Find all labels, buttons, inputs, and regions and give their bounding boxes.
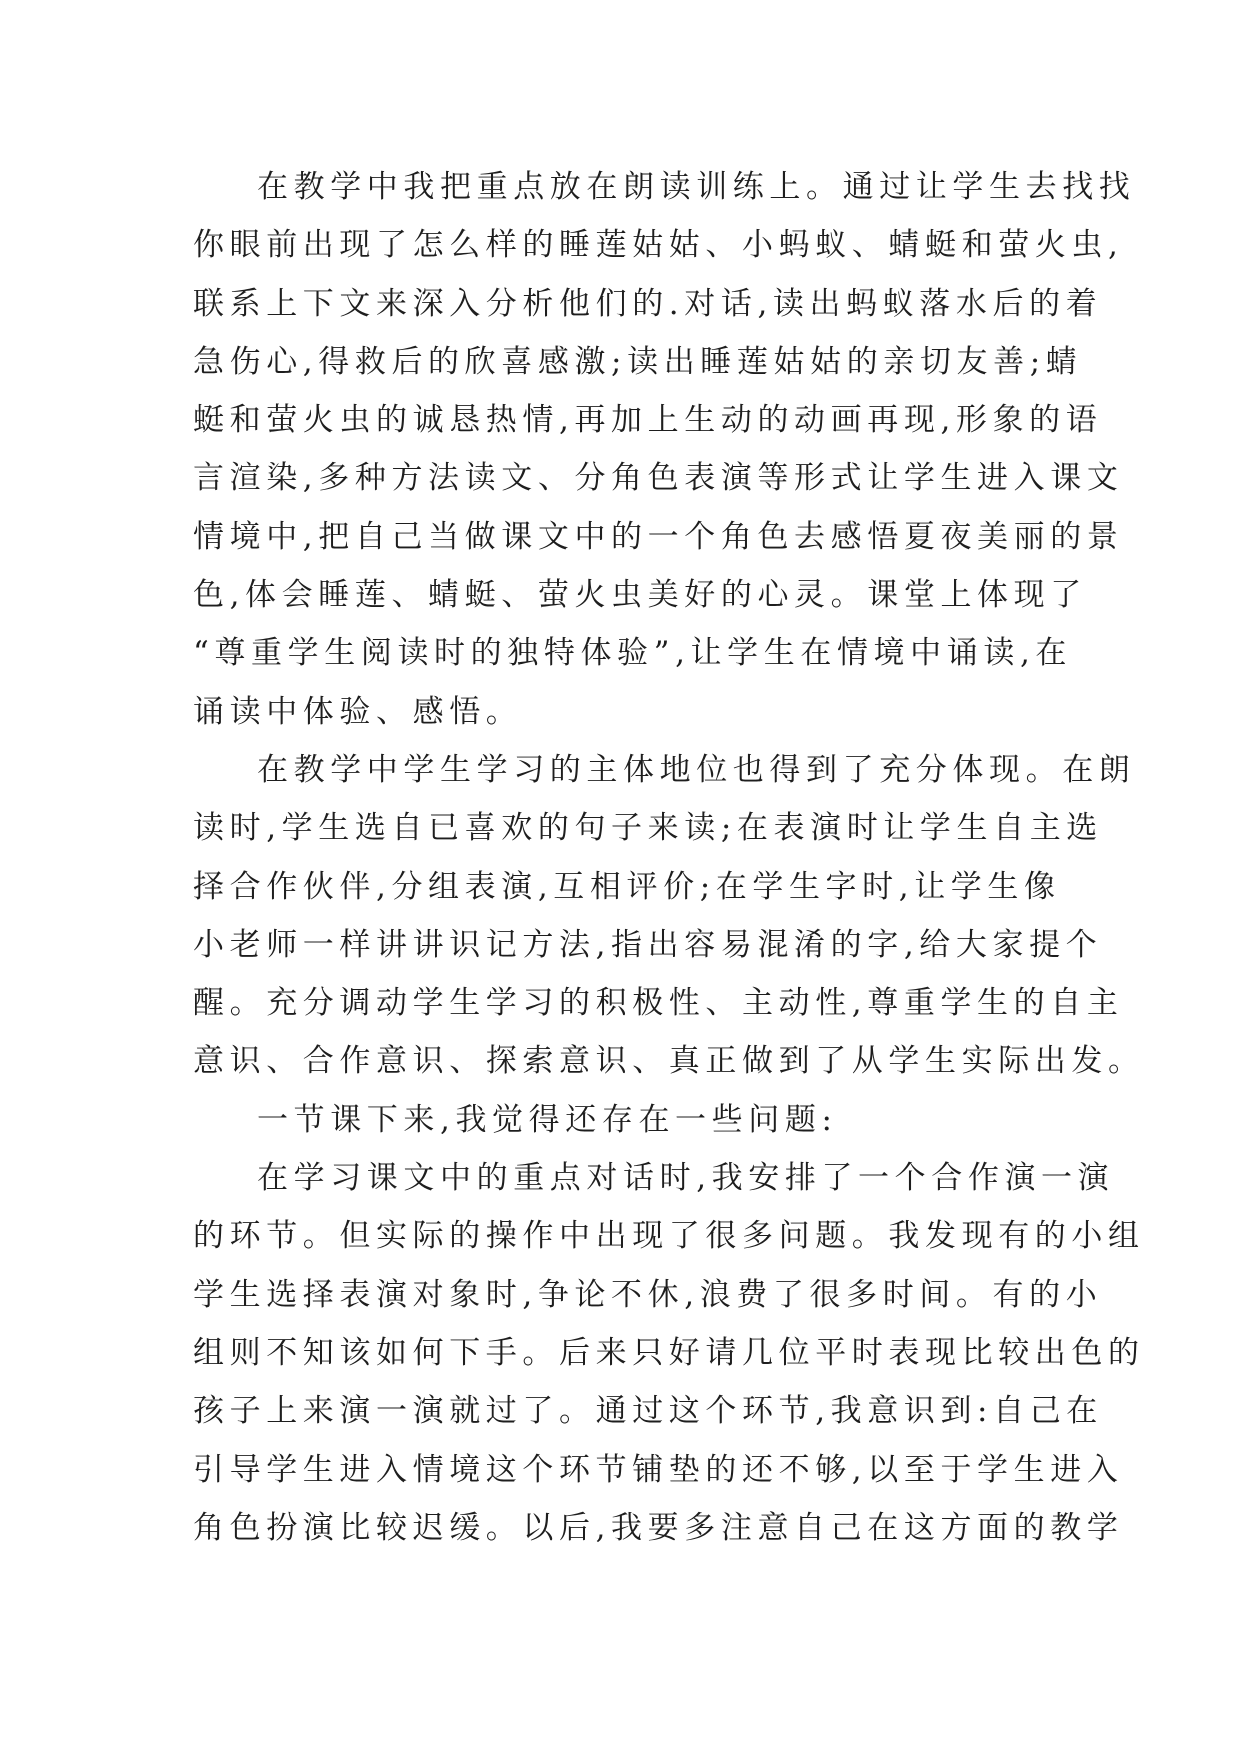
text-line: 学生选择表演对象时,争论不休,浪费了很多时间。有的小 — [193, 1276, 1103, 1313]
text-line: 色,体会睡莲、蜻蜓、萤火虫美好的心灵。课堂上体现了 — [193, 577, 1087, 614]
body-text — [193, 158, 1145, 1557]
text-line: 小老师一样讲讲识记方法,指出容易混淆的字,给大家提个 — [193, 926, 1103, 963]
text-line: 在教学中学生学习的主体地位也得到了充分体现。在朗 — [257, 751, 1136, 788]
text-line: 醒。充分调动学生学习的积极性、主动性,尊重学生的自主 — [193, 985, 1124, 1022]
text-line: 读时,学生选自已喜欢的句子来读;在表演时让学生自主选 — [193, 810, 1103, 847]
text-line: 蜓和萤火虫的诚恳热情,再加上生动的动画再现,形象的语 — [193, 402, 1103, 439]
text-line: 在教学中我把重点放在朗读训练上。通过让学生去找找 — [257, 169, 1136, 205]
text-line: “尊重学生阅读时的独特体验”,让学生在情境中诵读,在 — [193, 635, 1073, 672]
paragraph-3 — [193, 1091, 1073, 1149]
text-line: 急伤心,得救后的欣喜感激;读出睡莲姑姑的亲切友善;蜻 — [193, 343, 1083, 380]
paragraph-2 — [193, 741, 1145, 1091]
text-line: 择合作伙伴,分组表演,互相评价;在学生字时,让学生像 — [193, 868, 1061, 905]
text-line: 组则不知该如何下手。后来只好请几位平时表现比较出色的 — [193, 1334, 1145, 1371]
text-line: 诵读中体验、感悟。 — [193, 693, 523, 730]
text-line: 角色扮演比较迟缓。以后,我要多注意自己在这方面的教学 — [193, 1509, 1124, 1546]
text-line: 情境中,把自己当做课文中的一个角色去感悟夏夜美丽的景 — [193, 518, 1124, 555]
text-line: 引导学生进入情境这个环节铺垫的还不够,以至于学生进入 — [193, 1451, 1124, 1488]
text-line: 联系上下文来深入分析他们的.对话,读出蚂蚁落水后的着 — [193, 285, 1103, 322]
paragraph-1 — [193, 158, 1136, 741]
text-line: 一节课下来,我觉得还存在一些问题: — [257, 1101, 838, 1138]
text-line: 的环节。但实际的操作中出现了很多问题。我发现有的小组 — [193, 1218, 1145, 1255]
text-line: 在学习课文中的重点对话时,我安排了一个合作演一演 — [257, 1160, 1115, 1197]
text-line: 意识、合作意识、探索意识、真正做到了从学生实际出发。 — [193, 1043, 1145, 1080]
text-line: 孩子上来演一演就过了。通过这个环节,我意识到:自己在 — [193, 1393, 1103, 1430]
text-line: 你眼前出现了怎么样的睡莲姑姑、小蚂蚁、蜻蜓和萤火虫, — [193, 227, 1124, 264]
text-line: 言渲染,多种方法读文、分角色表演等形式让学生进入课文 — [193, 460, 1124, 497]
paragraph-4 — [193, 1149, 1145, 1557]
